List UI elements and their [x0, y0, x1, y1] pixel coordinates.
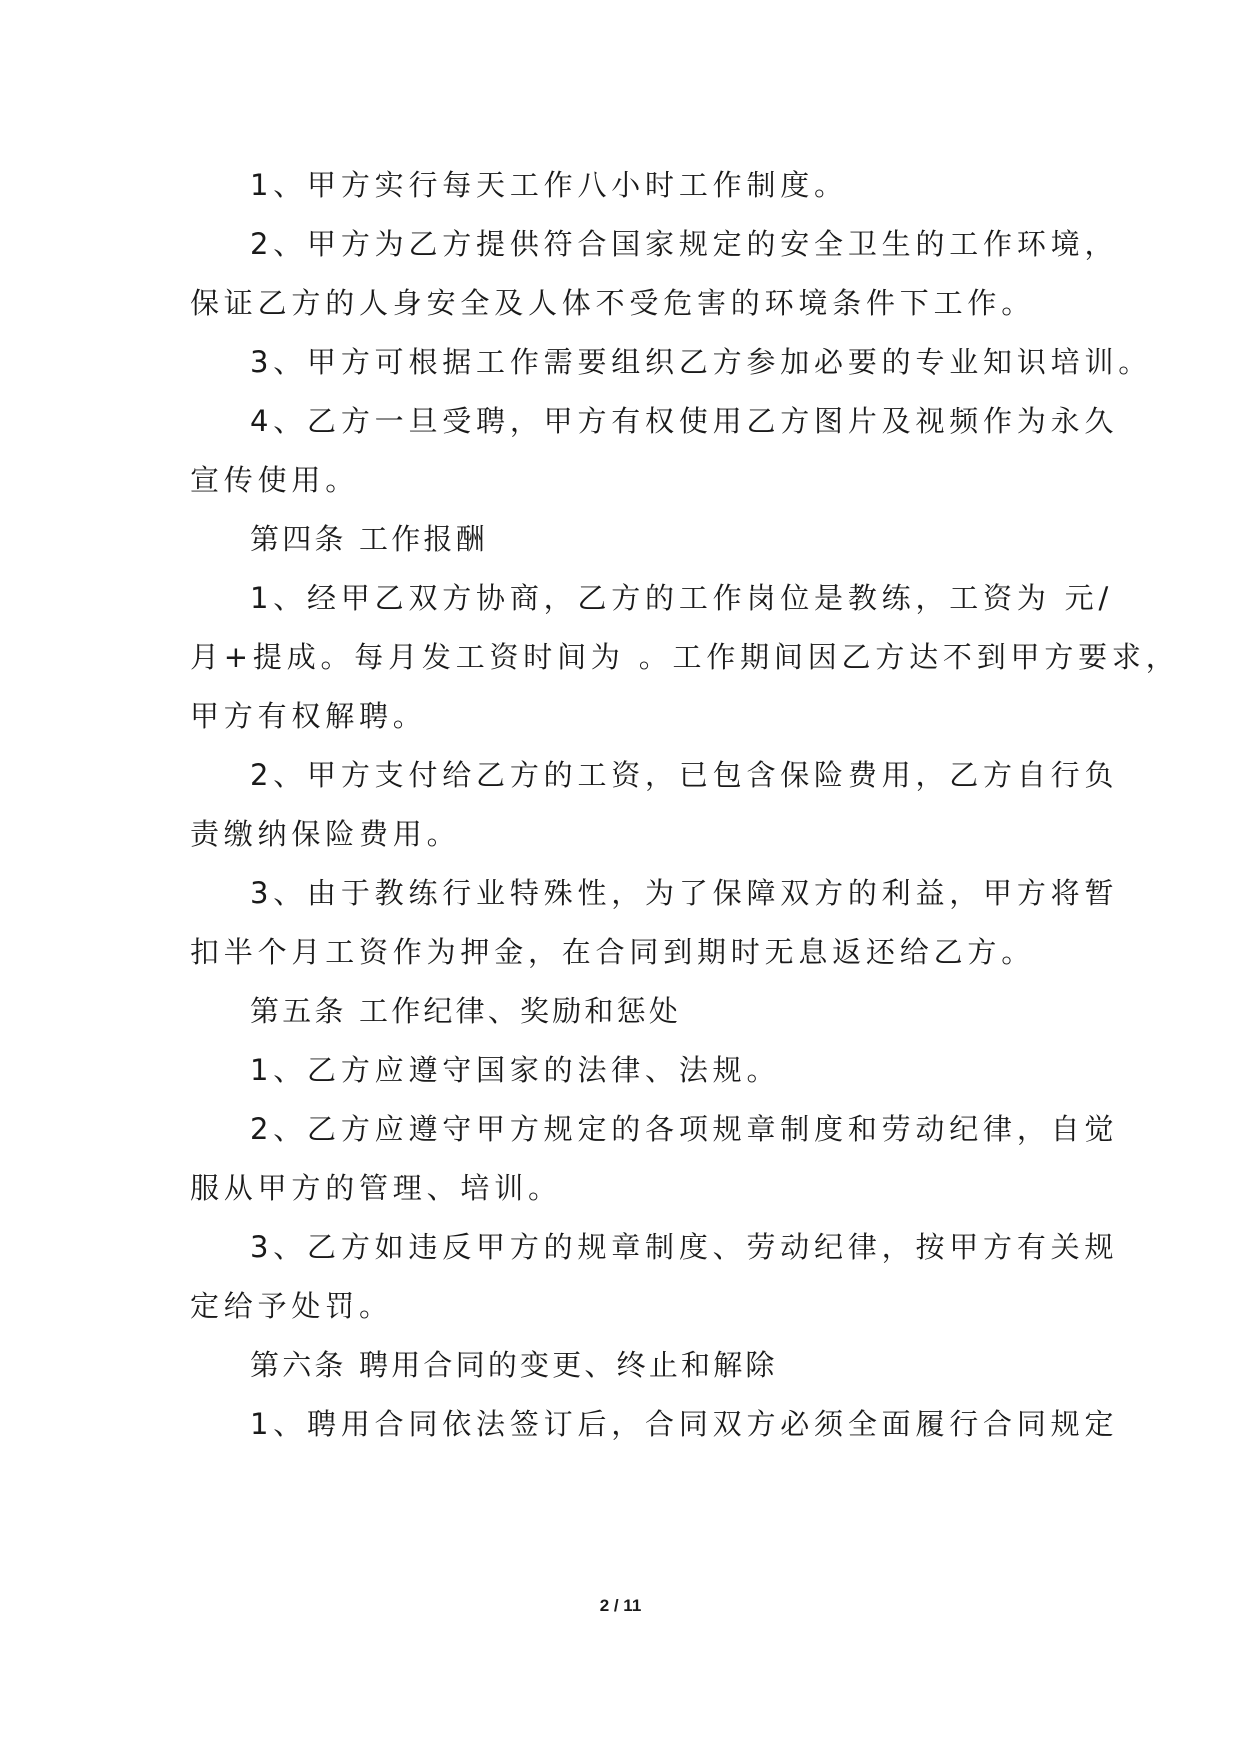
section-heading: 第五条 工作纪律、奖励和惩处 — [250, 994, 682, 1028]
paragraph-line: 1、甲方实行每天工作八小时工作制度。 — [250, 168, 848, 202]
paragraph-line: 责缴纳保险费用。 — [190, 817, 461, 851]
paragraph-line: 定给予处罚。 — [190, 1289, 393, 1323]
paragraph-line: 2、甲方支付给乙方的工资，已包含保险费用，乙方自行负 — [250, 758, 1119, 792]
paragraph-line: 1、经甲乙双方协商，乙方的工作岗位是教练，工资为 元/ — [250, 581, 1114, 615]
paragraph-line: 甲方有权解聘。 — [190, 699, 427, 733]
paragraph-line: 3、甲方可根据工作需要组织乙方参加必要的专业知识培训。 — [250, 345, 1153, 379]
paragraph-line: 2、甲方为乙方提供符合国家规定的安全卫生的工作环境， — [250, 227, 1119, 261]
paragraph-line: 保证乙方的人身安全及人体不受危害的环境条件下工作。 — [190, 286, 1036, 320]
paragraph-line: 3、由于教练行业特殊性，为了保障双方的利益，甲方将暂 — [250, 876, 1119, 910]
paragraph-line: 月+提成。每月发工资时间为 。工作期间因乙方达不到甲方要求， — [190, 640, 1180, 674]
paragraph-line: 2、乙方应遵守甲方规定的各项规章制度和劳动纪律，自觉 — [250, 1112, 1119, 1146]
paragraph-line: 1、乙方应遵守国家的法律、法规。 — [250, 1053, 781, 1087]
paragraph-line: 1、聘用合同依法签订后，合同双方必须全面履行合同规定 — [250, 1407, 1119, 1441]
document-body — [190, 156, 1180, 1454]
paragraph-line: 服从甲方的管理、培训。 — [190, 1171, 562, 1205]
page-number: 2 / 11 — [599, 1596, 642, 1615]
paragraph-line: 3、乙方如违反甲方的规章制度、劳动纪律，按甲方有关规 — [250, 1230, 1119, 1264]
paragraph-line: 4、乙方一旦受聘，甲方有权使用乙方图片及视频作为永久 — [250, 404, 1119, 438]
section-heading: 第四条 工作报酬 — [250, 522, 488, 556]
paragraph-line: 宣传使用。 — [190, 463, 360, 497]
paragraph-line: 扣半个月工资作为押金，在合同到期时无息返还给乙方。 — [190, 935, 1036, 969]
section-heading: 第六条 聘用合同的变更、终止和解除 — [250, 1348, 778, 1382]
